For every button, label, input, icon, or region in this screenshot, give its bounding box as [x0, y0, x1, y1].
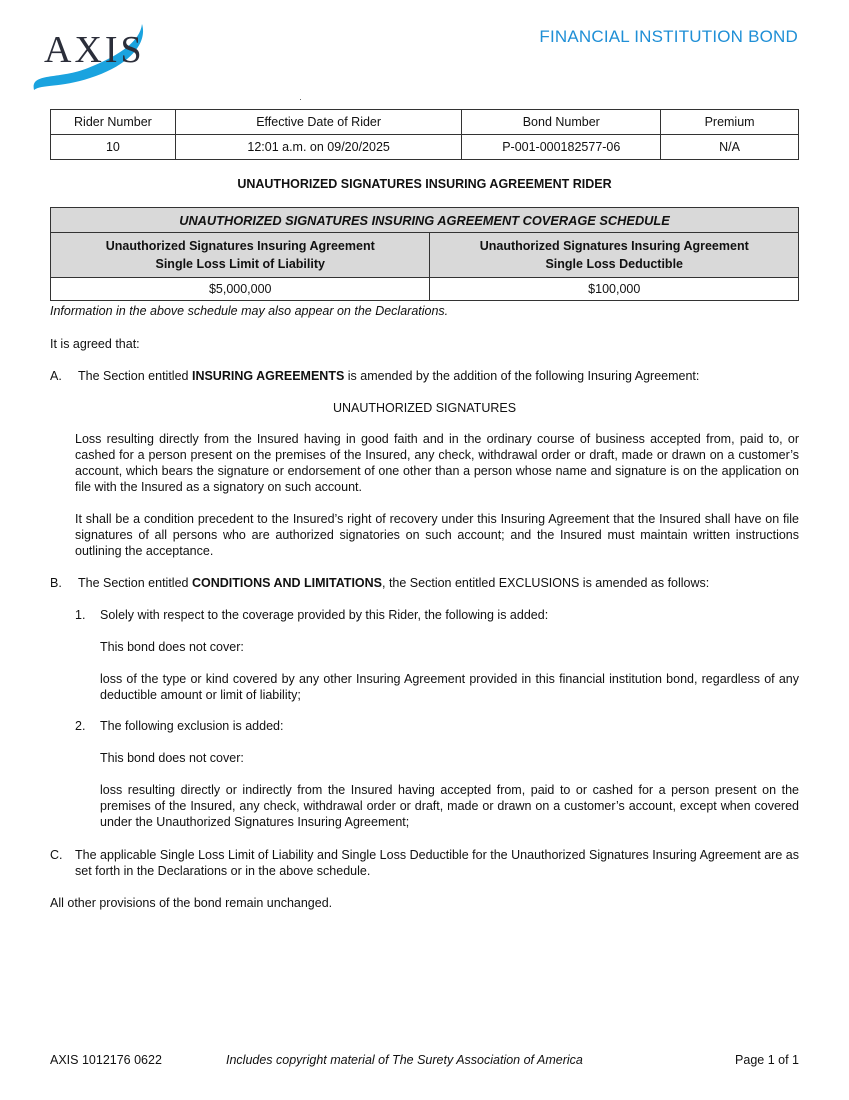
- coverage-schedule-table: [50, 207, 799, 301]
- item-b1-text: Solely with respect to the coverage provided by this Rider, the following is added:: [100, 608, 549, 622]
- section-b-post: , the Section entitled EXCLUSIONS is amended as follows:: [382, 576, 710, 590]
- section-c-label: C.: [50, 848, 63, 862]
- table-header-row: [51, 110, 799, 135]
- table-row: [51, 135, 799, 160]
- item-b1-detail: loss of the type or kind covered by any other Insuring Agreement provided in this financial institution bond, regardless of any deductible amount or limit of liability;: [100, 672, 799, 702]
- limit-header-line2: Single Loss Limit of Liability: [155, 257, 325, 271]
- item-b2-label: 2.: [75, 719, 86, 733]
- schedule-title: UNAUTHORIZED SIGNATURES INSURING AGREEMENT COVERAGE SCHEDULE: [51, 208, 799, 233]
- premium-value: N/A: [661, 135, 799, 160]
- limit-value: $5,000,000: [51, 278, 430, 301]
- section-a-bold: INSURING AGREEMENTS: [191, 369, 345, 383]
- item-b2-detail: loss resulting directly or indirectly from the Insured having accepted from, paid to or cashed for a person present on the premises of the Insured, any check, withdrawal order or draft, made or drawn on a customer’s account, except when covered under the Unauthorized Signatures Insuring Agreement;: [100, 783, 799, 829]
- deductible-header-line1: Unauthorized Signatures Insuring Agreement: [479, 239, 749, 253]
- section-b-text: [78, 575, 799, 591]
- section-b-label: B.: [50, 576, 62, 590]
- rider-title: UNAUTHORIZED SIGNATURES INSURING AGREEMENT RIDER: [237, 177, 612, 191]
- item-b1-label: 1.: [75, 608, 86, 622]
- schedule-deductible-header: [430, 233, 799, 278]
- section-b-pre: The Section entitled: [78, 576, 192, 590]
- copyright-notice: Includes copyright material of The Surety Association of America: [226, 1053, 583, 1067]
- header-bond-number: Bond Number: [462, 110, 661, 135]
- document-title: FINANCIAL INSTITUTION BOND: [539, 27, 798, 46]
- section-c-text: The applicable Single Loss Limit of Liability and Single Loss Deductible for the Unauthorized Signatures Insuring Agreement are as set forth in the Declarations or in the above schedule.: [75, 848, 799, 878]
- item-b1-cover: This bond does not cover:: [100, 640, 244, 654]
- section-a-text: [78, 368, 799, 384]
- section-b-bold: CONDITIONS AND LIMITATIONS: [191, 576, 383, 590]
- header-rider-number: Rider Number: [51, 110, 176, 135]
- section-a-post: is amended by the addition of the following Insuring Agreement:: [344, 369, 700, 383]
- section-a-paragraph-2: It shall be a condition precedent to the Insured’s right of recovery under this Insuring Agreement that the Insured shall have on file signatures of all persons who are authorized signatories on such account; and the Insured must maintain written instructions outlining the acceptance.: [75, 512, 799, 558]
- stray-mark: [300, 99, 301, 100]
- rider-info-table: [50, 109, 799, 160]
- section-a-paragraph-1: Loss resulting directly from the Insured having in good faith and in the ordinary course of business accepted from, paid to, or cashed for a person present on the premises of the Insured, any check, withdrawal order or draft, made or drawn on a customer’s account, which bears the signature or endorsement of one other than a person whose name and signature is on the application on file with the Insured as a signatory on such account.: [75, 432, 799, 494]
- agreement-heading: UNAUTHORIZED SIGNATURES: [332, 401, 517, 415]
- intro-text: It is agreed that:: [50, 337, 140, 351]
- section-a-pre: The Section entitled: [78, 369, 192, 383]
- logo-text: AXIS: [44, 29, 145, 71]
- deductible-header-line2: Single Loss Deductible: [545, 257, 683, 271]
- bond-number-value: P-001-000182577-06: [462, 135, 661, 160]
- closing-text: All other provisions of the bond remain unchanged.: [50, 896, 333, 910]
- header-premium: Premium: [661, 110, 799, 135]
- schedule-limit-header: [51, 233, 430, 278]
- item-b2-text: The following exclusion is added:: [100, 719, 284, 733]
- axis-logo: [28, 20, 150, 96]
- rider-number-value: 10: [51, 135, 176, 160]
- section-a-label: A.: [50, 369, 62, 383]
- form-number: AXIS 1012176 0622: [50, 1053, 162, 1067]
- limit-header-line1: Unauthorized Signatures Insuring Agreement: [105, 239, 375, 253]
- schedule-note: Information in the above schedule may also appear on the Declarations.: [50, 304, 449, 318]
- header-effective-date: Effective Date of Rider: [175, 110, 462, 135]
- effective-date-value: 12:01 a.m. on 09/20/2025: [175, 135, 462, 160]
- page-number: Page 1 of 1: [735, 1053, 799, 1067]
- item-b2-cover: This bond does not cover:: [100, 751, 244, 765]
- deductible-value: $100,000: [430, 278, 799, 301]
